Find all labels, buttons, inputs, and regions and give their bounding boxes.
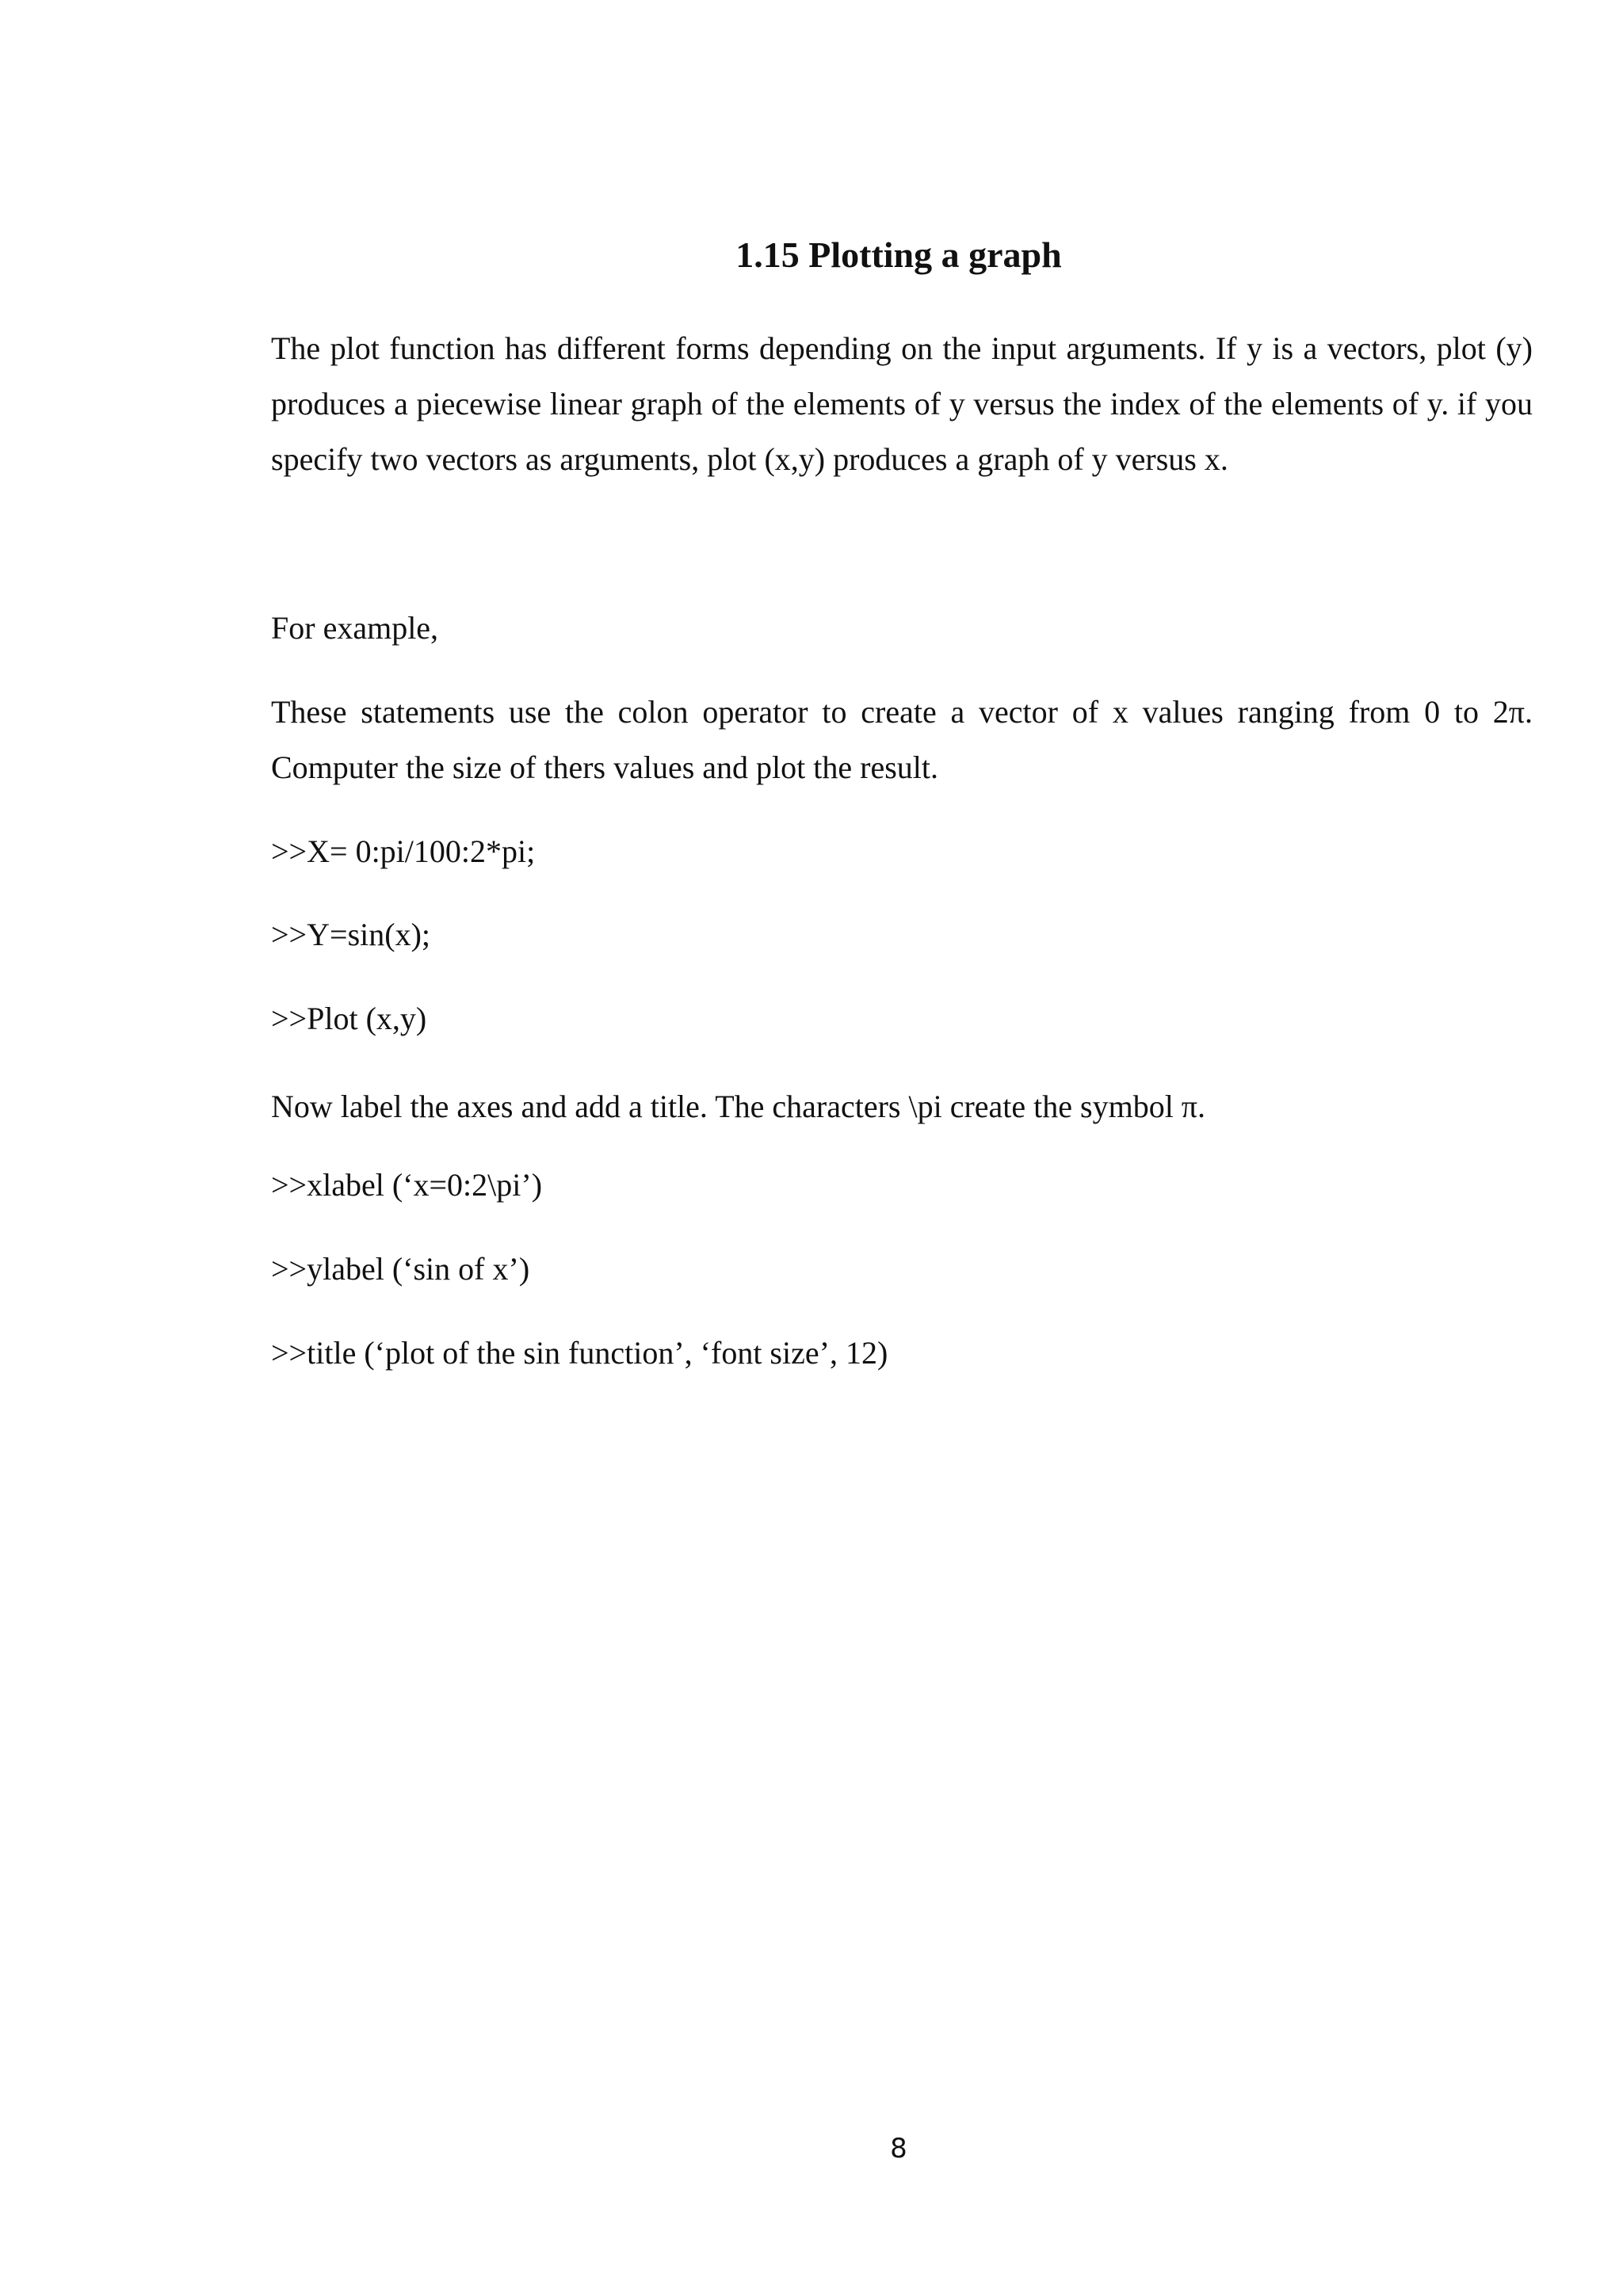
section-heading: 1.15 Plotting a graph <box>735 235 1062 275</box>
colon-operator-paragraph: These statements use the colon operator to create a vector of x values ranging from 0 to 2π. Computer the size of thers values and plot the result. <box>271 694 1533 785</box>
intro-paragraph: The plot function has different forms depending on the input arguments. If y is a vectors, plot (y) produces a piecewise linear graph of the elements of y versus the index of the elements of y. if you specify two vectors as arguments, plot (x,y) produces a graph of y versus x. <box>271 330 1533 477</box>
command-xlabel: >>xlabel (‘x=0:2\pi’) <box>271 1167 543 1203</box>
command-define-x: >>X= 0:pi/100:2*pi; <box>271 833 536 869</box>
example-lead-text: For example, <box>271 610 439 646</box>
page-number: 8 <box>890 2133 907 2164</box>
command-ylabel: >>ylabel (‘sin of x’) <box>271 1251 530 1287</box>
command-define-y: >>Y=sin(x); <box>271 917 430 952</box>
label-note-paragraph: Now label the axes and add a title. The characters \pi create the symbol π. <box>271 1089 1206 1124</box>
command-plot: >>Plot (x,y) <box>271 1001 427 1036</box>
command-title: >>title (‘plot of the sin function’, ‘font size’, 12) <box>271 1335 888 1371</box>
